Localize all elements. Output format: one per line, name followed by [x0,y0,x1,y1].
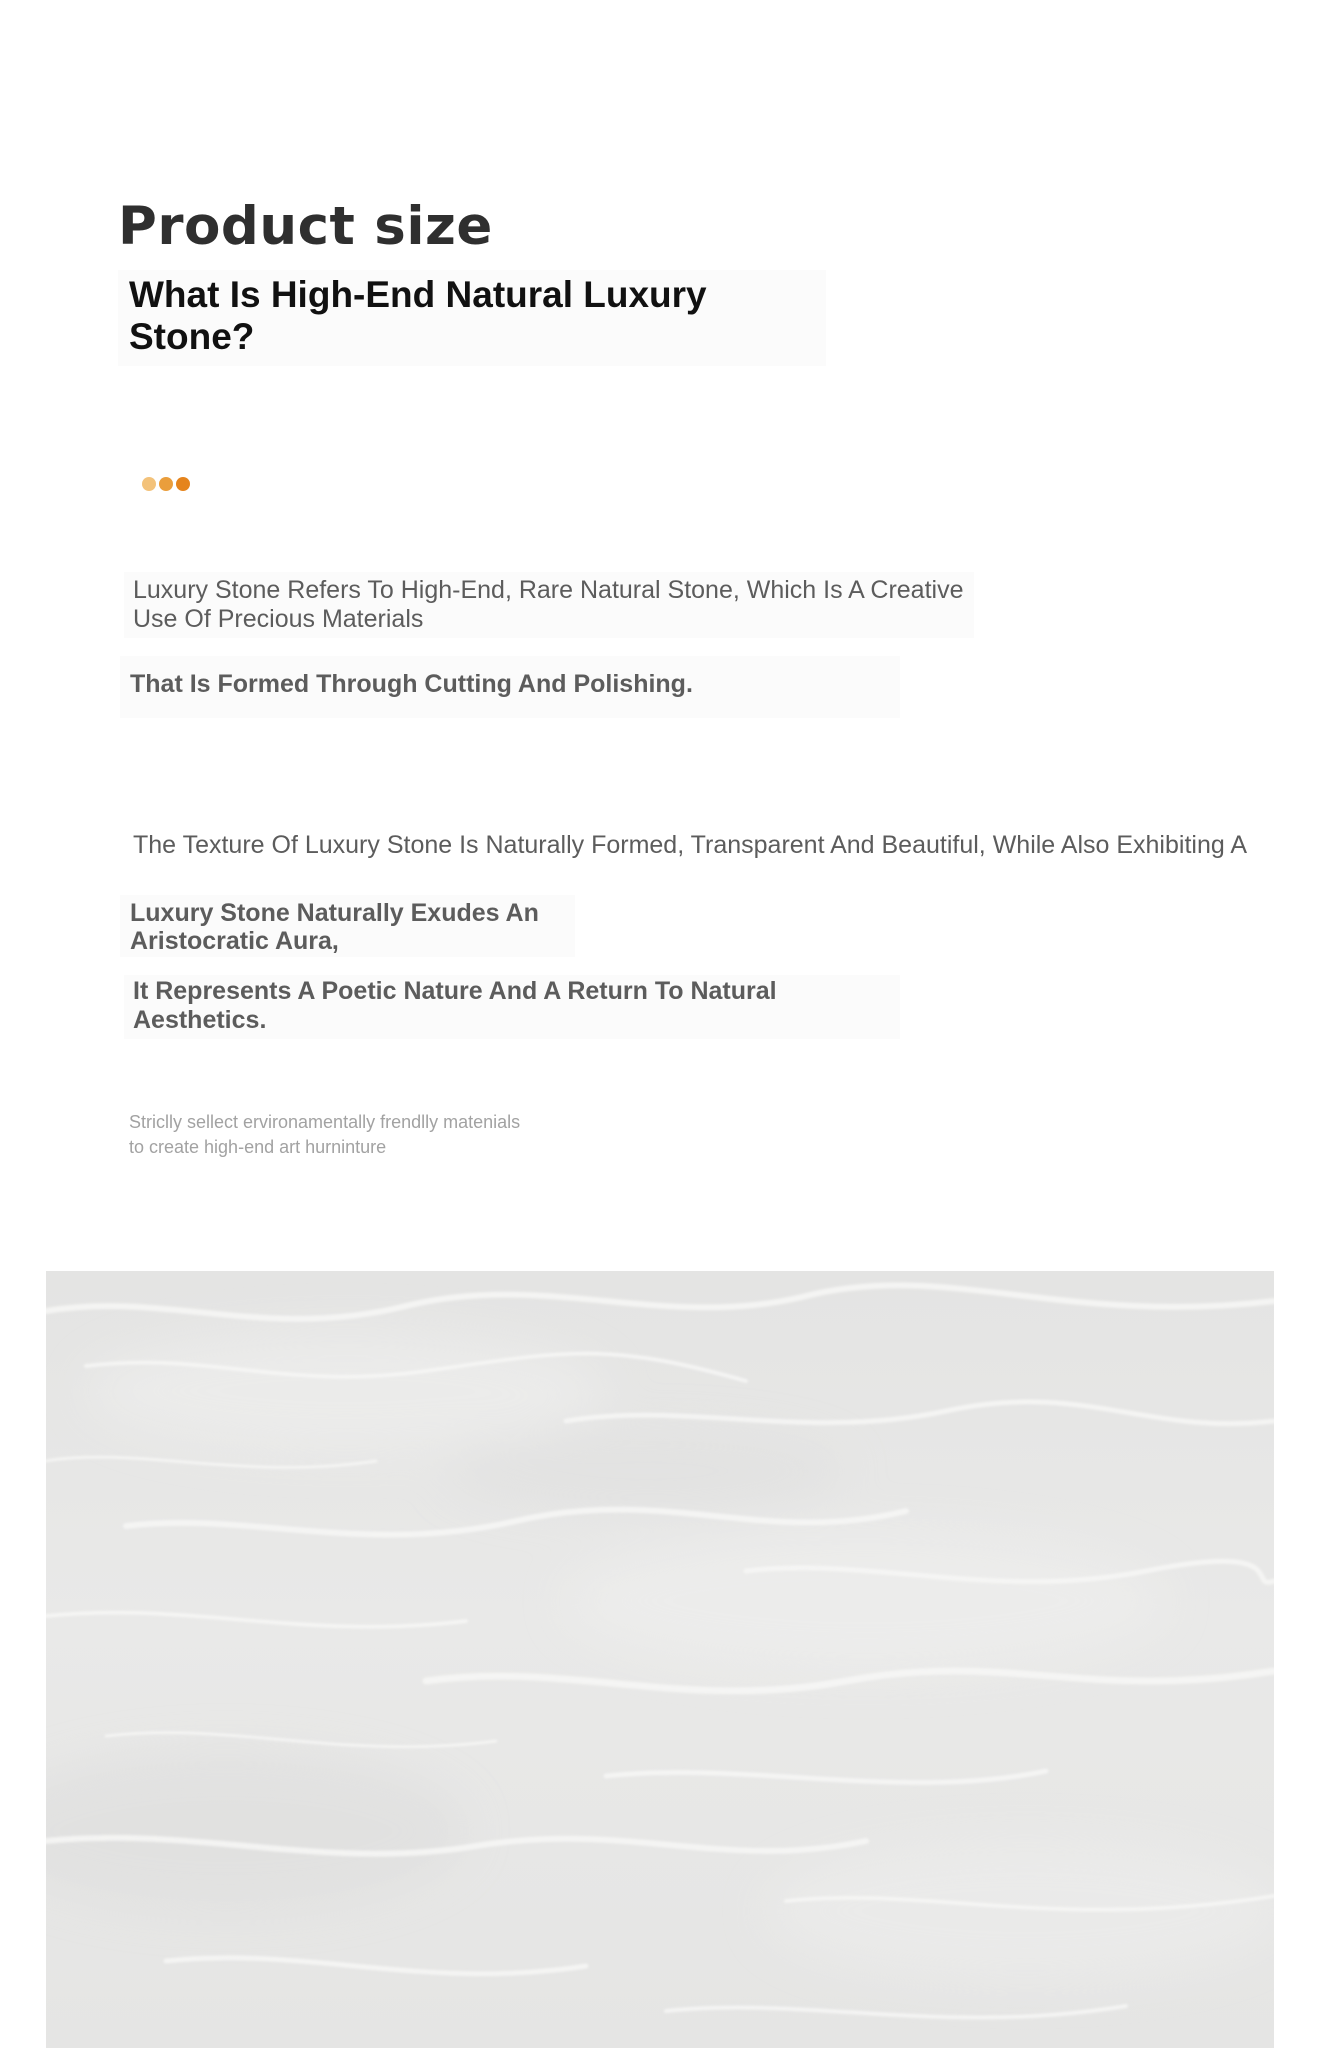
paragraph-formed: That Is Formed Through Cutting And Polishing. [120,656,900,718]
marble-vein [566,1402,1274,1424]
dot-medium [159,477,173,491]
marble-vein [666,2006,1126,2017]
paragraph-intro: Luxury Stone Refers To High-End, Rare Natural Stone, Which Is A Creative Use Of Precious Materials [124,572,974,638]
dots-decoration [142,477,190,491]
slogan [129,1110,729,1160]
marble-vein [46,1285,1274,1318]
dot-light [142,477,156,491]
marble-vein [126,1510,906,1535]
paragraph-aura: Luxury Stone Naturally Exudes An Aristocratic Aura, [120,895,575,957]
slogan-line-2: to create high-end art hurninture [129,1137,387,1157]
marble-vein [426,1671,1274,1691]
slogan-line-1: Striclly sellect ervironamentally frendlly matenials [129,1112,521,1132]
paragraph-texture: The Texture Of Luxury Stone Is Naturally Formed, Transparent And Beautiful, While Also Exhibiting A [133,831,1247,859]
heading-block [118,270,826,366]
marble-texture-image [46,1271,1274,2048]
marble-veins [46,1271,1274,2048]
marble-vein [166,1958,586,1974]
marble-vein [106,1733,496,1747]
paragraph-aesthetics: It Represents A Poetic Nature And A Return To Natural Aesthetics. [124,975,900,1039]
marble-vein [606,1771,1046,1782]
page-title: Product size [118,196,493,257]
section-heading: What Is High-End Natural Luxury Stone? [129,274,707,357]
dot-dark [176,477,190,491]
marble-vein [46,1613,466,1627]
marble-vein [46,1457,376,1467]
